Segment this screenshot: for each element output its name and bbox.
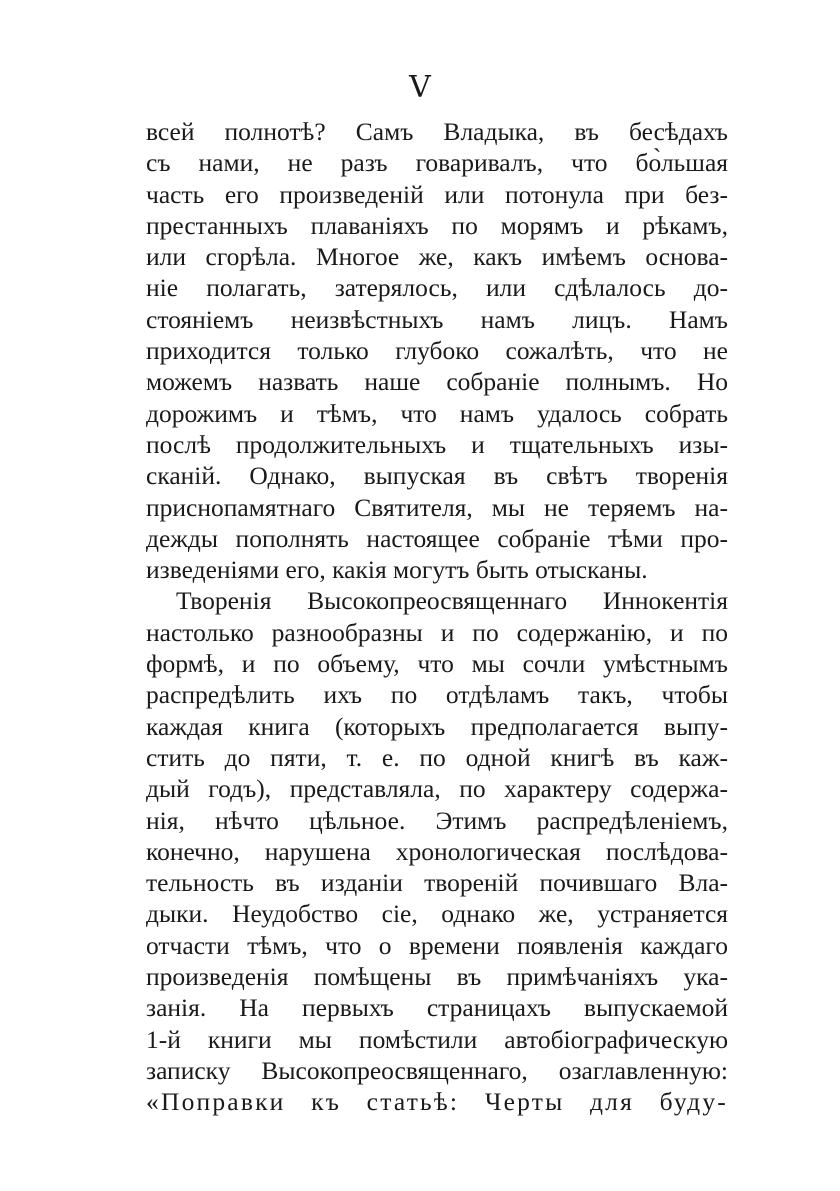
text-line: дорожимъ и тѣмъ, что намъ удалось собрать [146, 398, 728, 428]
text-line: занія. На первыхъ страницахъ выпускаемой [146, 993, 728, 1023]
text-line: приходится только глубоко сожалѣть, что не [146, 336, 728, 366]
text-line: дежды пополнять настоящее собраніе тѣми про- [146, 523, 728, 553]
text-line: конечно, нарушена хронологическая послѣдова- [146, 836, 728, 866]
text-line: дыки. Неудобство сіе, однако же, устраняется [146, 899, 728, 929]
text-line: всей полнотѣ? Самъ Владыка, въ бесѣдахъ [146, 117, 728, 146]
text-line: тельность въ изданіи твореній почившаго Вла- [146, 868, 728, 898]
page-number: V [409, 70, 431, 105]
text-line: формѣ, и по объему, что мы сочли умѣстнымъ [146, 649, 728, 679]
text-line: отчасти тѣмъ, что о времени появленія каждаго [146, 930, 728, 960]
text-line: часть его произведеній или потонула при без- [146, 179, 728, 209]
text-line: стить до пяти, т. е. по одной книгѣ въ каж- [146, 742, 728, 772]
body-text [146, 116, 728, 1118]
text-line: стояніемъ неизвѣстныхъ намъ лицъ. Намъ [146, 304, 728, 334]
text-line: престанныхъ плаваніяхъ по морямъ и рѣкамъ, [146, 210, 728, 240]
text-line: произведенія помѣщены въ примѣчаніяхъ ука- [146, 962, 728, 992]
paragraph-end-line: изведеніями его, какія могутъ быть отысканы. [146, 555, 648, 585]
text-line: послѣ продолжительныхъ и тщательныхъ изы- [146, 429, 728, 459]
text-line: записку Высокопреосвященнаго, озаглавленную: [146, 1055, 728, 1085]
text-line: ніе полагать, затерялось, или сдѣлалось до- [146, 273, 728, 303]
text-line: настолько разнообразны и по содержанію, и по [146, 617, 728, 647]
text-line: распредѣлить ихъ по отдѣламъ такъ, чтобы [146, 680, 728, 710]
text-line: можемъ назвать наше собраніе полнымъ. Но [146, 367, 728, 397]
text-line: или сгорѣла. Многое же, какъ имѣемъ основа- [146, 242, 728, 272]
text-line: сканій. Однако, выпуская въ свѣтъ творенія [146, 461, 728, 491]
text-line: 1-й книги мы помѣстили автобіографическую [146, 1024, 728, 1054]
text-line: нія, нѣчто цѣльное. Этимъ распредѣленіемъ, [146, 805, 728, 835]
text-line: съ нами, не разъ говаривалъ, что бо̀льшая [146, 148, 728, 178]
text-line: приснопамятнаго Святителя, мы не теряемъ на- [146, 492, 728, 522]
paragraph-start-line: Творенія Высокопреосвященнаго Иннокентія [176, 586, 728, 616]
text-line: дый годъ), представляла, по характеру содержа- [146, 774, 728, 804]
text-line: «Поправки къ статьѣ: Черты для буду- [146, 1087, 728, 1117]
text-line: каждая книга (которыхъ предполагается выпу- [146, 711, 728, 741]
